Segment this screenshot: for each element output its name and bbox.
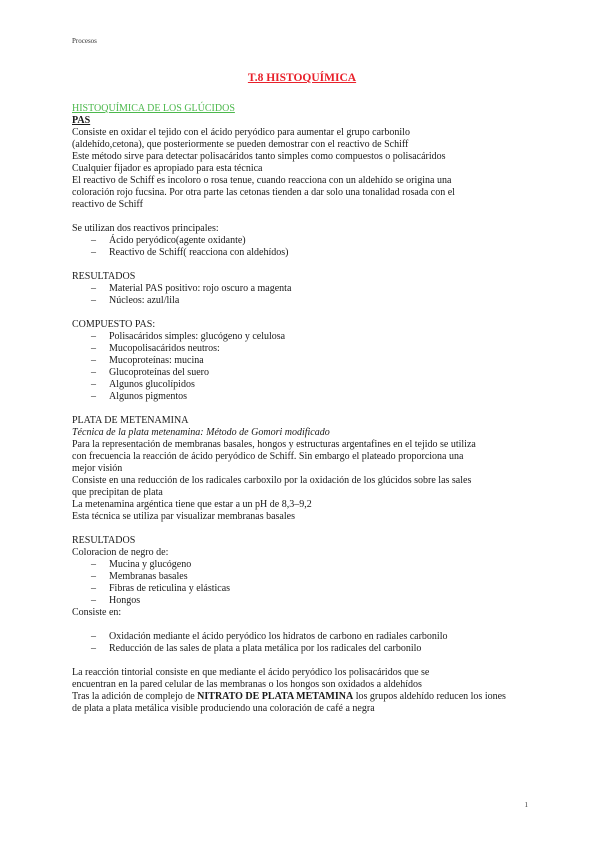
list-item: – Oxidación mediante el ácido peryódico los hidratos de carbono en radiales carbonilo	[72, 631, 532, 643]
text-line: mejor visión	[72, 463, 123, 474]
text-line: que precipitan de plata	[72, 487, 163, 498]
metenamina-body	[72, 439, 532, 523]
list-item: – Fibras de reticulina y elásticas	[72, 583, 532, 595]
compounds-heading: COMPUESTO PAS:	[72, 319, 156, 330]
text-line: (aldehído,cetona), que posteriormente se pueden demostrar con el reactivo de Schiff	[72, 139, 409, 150]
list-item: – Algunos pigmentos	[72, 391, 532, 403]
text-run: los grupos aldehído reducen los iones	[353, 691, 506, 702]
section-heading-glucidos: HISTOQUÍMICA DE LOS GLÚCIDOS	[72, 103, 235, 114]
list-item: – Polisacáridos simples: glucógeno y celulosa	[72, 331, 532, 343]
section-heading-metenamina: PLATA DE METENAMINA	[72, 415, 189, 426]
pas-heading: PAS	[72, 115, 91, 126]
consists-list	[72, 631, 532, 655]
text-line: Esta técnica se utiliza par visualizar membranas basales	[72, 511, 295, 522]
page-title: T.8 HISTOQUÍMICA	[247, 72, 357, 84]
text-line: coloración rojo fucsina. Por otra parte las cetonas tienden a dar solo una tonalidad rosada con el	[72, 187, 455, 198]
running-header: Procesos	[72, 37, 97, 45]
list-item: – Reactivo de Schiff( reacciona con aldehídos)	[72, 247, 532, 259]
list-item: – Ácido peryódico(agente oxidante)	[72, 235, 532, 247]
list-item: – Glucoproteínas del suero	[72, 367, 532, 379]
final-paragraph	[72, 667, 532, 715]
text-line: El reactivo de Schiff es incoloro o rosa tenue, cuando reacciona con un aldehído se origina una	[72, 175, 452, 186]
text-line: encuentran en la pared celular de las membranas o los hongos son oxidados a aldehídos	[72, 679, 422, 690]
coloration-intro: Coloracion de negro de:	[72, 547, 169, 558]
text-line: con frecuencia la reacción de ácido peryódico de Schiff. Sin embargo el plateado proporciona una	[72, 451, 464, 462]
text-line: Consiste en oxidar el tejido con el ácido peryódico para aumentar el grupo carbonilo	[72, 127, 410, 138]
reagents-list	[72, 235, 532, 259]
list-item: – Membranas basales	[72, 571, 532, 583]
method-subtitle: Técnica de la plata metenamina: Método de Gomori modificado	[72, 427, 330, 438]
text-line: La metenamina argéntica tiene que estar a un pH de 8,3–9,2	[72, 499, 312, 510]
text-line: de plata a plata metálica visible produciendo una coloración de café a negra	[72, 703, 375, 714]
list-item: – Hongos	[72, 595, 532, 607]
consists-intro: Consiste en:	[72, 607, 122, 618]
list-item: – Núcleos: azul/lila	[72, 295, 532, 307]
page-body	[72, 71, 532, 715]
text-line: La reacción tintorial consiste en que mediante el ácido peryódico los polisacáridos que se	[72, 667, 430, 678]
text-run: Tras la adición de complejo de	[72, 691, 198, 702]
results-list	[72, 283, 532, 307]
compounds-list	[72, 331, 532, 403]
list-item: – Mucina y glucógeno	[72, 559, 532, 571]
list-item: – Algunos glucolípidos	[72, 379, 532, 391]
text-line: Este método sirve para detectar polisacáridos tanto simples como compuestos o polisacáridos	[72, 151, 446, 162]
results-heading-2: RESULTADOS	[72, 535, 136, 546]
page-number: 1	[524, 801, 528, 809]
bold-reagent-name: NITRATO DE PLATA METAMINA	[197, 691, 354, 702]
coloration-list	[72, 559, 532, 607]
list-item: – Mucoproteínas: mucina	[72, 355, 532, 367]
list-item: – Reducción de las sales de plata a plata metálica por los radicales del carbonilo	[72, 643, 532, 655]
list-item: – Mucopolisacáridos neutros:	[72, 343, 532, 355]
text-line	[72, 691, 532, 703]
results-heading: RESULTADOS	[72, 271, 136, 282]
text-line: Consiste en una reducción de los radicales carboxilo por la oxidación de los glúcidos sobre las sales	[72, 475, 472, 486]
pas-intro	[72, 127, 532, 211]
text-line: Para la representación de membranas basales, hongos y estructuras argentafines en el tejido se utiliza	[72, 439, 476, 450]
reagents-intro: Se utilizan dos reactivos principales:	[72, 223, 219, 234]
text-line: Cualquier fijador es apropiado para esta técnica	[72, 163, 263, 174]
text-line: reactivo de Schiff	[72, 199, 143, 210]
list-item: – Material PAS positivo: rojo oscuro a magenta	[72, 283, 532, 295]
